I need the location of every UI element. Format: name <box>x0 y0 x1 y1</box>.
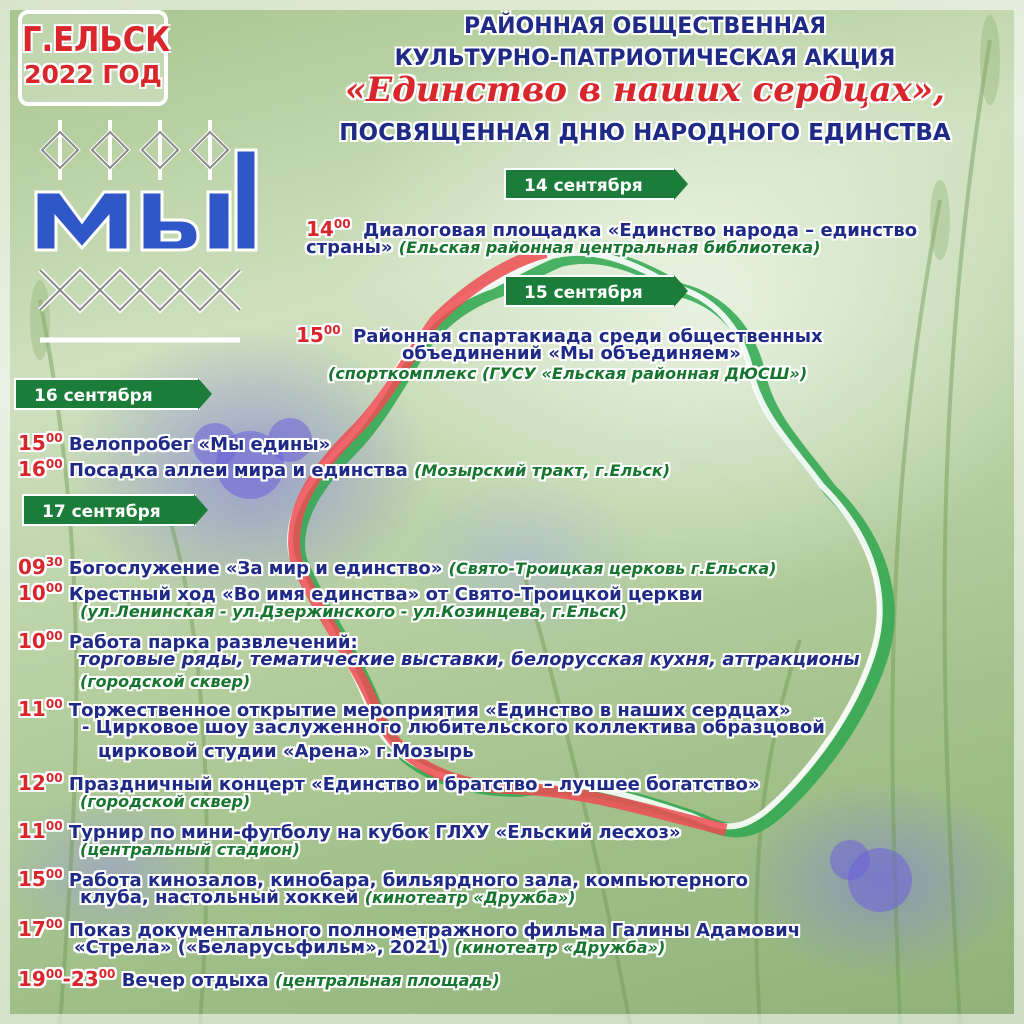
event-line: $12^{00}$ Праздничный концерт «Единство и братство – лучшее богатство» <box>18 771 760 795</box>
event-line: $17^{00}$ Показ документального полнометражного фильма Галины Адамович <box>18 917 801 941</box>
event-line: «Стрела» («Беларусьфильм», 2021) (кинотеатр «Дружба») <box>74 937 666 958</box>
event-line: $11^{00}$ Турнир по мини-футболу на кубок ГЛХУ «Ельский лесхоз» <box>18 819 681 843</box>
event-time: $11^{00}$ <box>18 819 63 843</box>
event-line: $15^{00}$ Районная спартакиада среди общественных <box>296 323 823 347</box>
event-time: $10^{00}$ <box>18 581 63 605</box>
event-line: объединений «Мы объединяем» <box>402 343 741 364</box>
header-line-4: ПОСВЯЩЕННАЯ ДНЮ НАРОДНОГО ЕДИНСТВА <box>339 120 951 146</box>
event-line: $10^{00}$ Крестный ход «Во имя единства» от Свято-Троицкой церкви <box>18 581 703 605</box>
event-time: $15^{00}$ <box>296 323 341 347</box>
ornament-icon <box>30 110 280 350</box>
header-line-2: КУЛЬТУРНО-ПАТРИОТИЧЕСКАЯ АКЦИЯ <box>394 46 896 71</box>
event-line: $15^{00}$ Велопробег «Мы едины» <box>18 431 331 455</box>
city-year-badge <box>18 10 171 106</box>
event-line: клуба, настольный хоккей (кинотеатр «Дружба») <box>80 887 576 908</box>
header-line-1: РАЙОННАЯ ОБЩЕСТВЕННАЯ <box>463 14 827 39</box>
event-time: $09^{30}$ <box>18 555 63 579</box>
event-line: $19^{00}-23^{00}$ Вечер отдыха (центральная площадь) <box>18 967 500 991</box>
event-time: $15^{00}$ <box>18 431 63 455</box>
date-badge-17: 17 сентября <box>22 494 196 526</box>
event-line: $15^{00}$ Работа кинозалов, кинобара, бильярдного зала, компьютерного <box>18 867 749 891</box>
event-time: $17^{00}$ <box>18 917 63 941</box>
event-time: $15^{00}$ <box>18 867 63 891</box>
event-line: $11^{00}$ Торжественное открытие мероприятия «Единство в наших сердцах» <box>18 697 791 721</box>
event-line: - Цирковое шоу заслуженного любительского коллектива образцовой <box>82 717 825 738</box>
date-badge-16: 16 сентября <box>14 378 200 410</box>
event-location: (городской сквер) <box>80 672 251 691</box>
event-time: $14^{00}$ <box>306 217 351 241</box>
event-time: $12^{00}$ <box>18 771 63 795</box>
event-location: (центральный стадион) <box>80 840 300 859</box>
event-line: $14^{00}$ Диалоговая площадка «Единство народа – единство <box>306 217 918 241</box>
event-time: $11^{00}$ <box>18 697 63 721</box>
event-time: $10^{00}$ <box>18 629 63 653</box>
event-line: страны» (Ельская районная центральная библиотека) <box>306 237 821 258</box>
date-badge-15: 15 сентября <box>504 275 676 307</box>
event-line: $09^{30}$ Богослужение «За мир и единство» (Свято-Троицкая церковь г.Ельска) <box>18 555 777 579</box>
event-location: (ул.Ленинская - ул.Дзержинского - ул.Козинцева, г.Ельск) <box>80 602 627 621</box>
city-name: Г.ЕЛЬСК <box>22 20 171 60</box>
event-time: $19^{00}-23^{00}$ <box>18 967 116 991</box>
event-line: торговые ряды, тематические выставки, белорусская кухня, аттракционы <box>78 649 860 670</box>
event-location: (городской сквер) <box>80 792 251 811</box>
event-line: цирковой студии «Арена» г.Мозырь <box>98 741 474 762</box>
header-title: «Единство в наших сердцах», <box>344 70 946 110</box>
event-time: $16^{00}$ <box>18 457 63 481</box>
event-line: $16^{00}$ Посадка аллеи мира и единства (Мозырский тракт, г.Ельск) <box>18 457 671 481</box>
year-label: 2022 ГОД <box>24 60 162 89</box>
date-badge-14: 14 сентября <box>504 168 676 200</box>
event-location: (спорткомплекс (ГУСУ «Ельская районная ДЮСШ») <box>328 364 808 383</box>
event-line: $10^{00}$ Работа парка развлечений: <box>18 629 358 653</box>
